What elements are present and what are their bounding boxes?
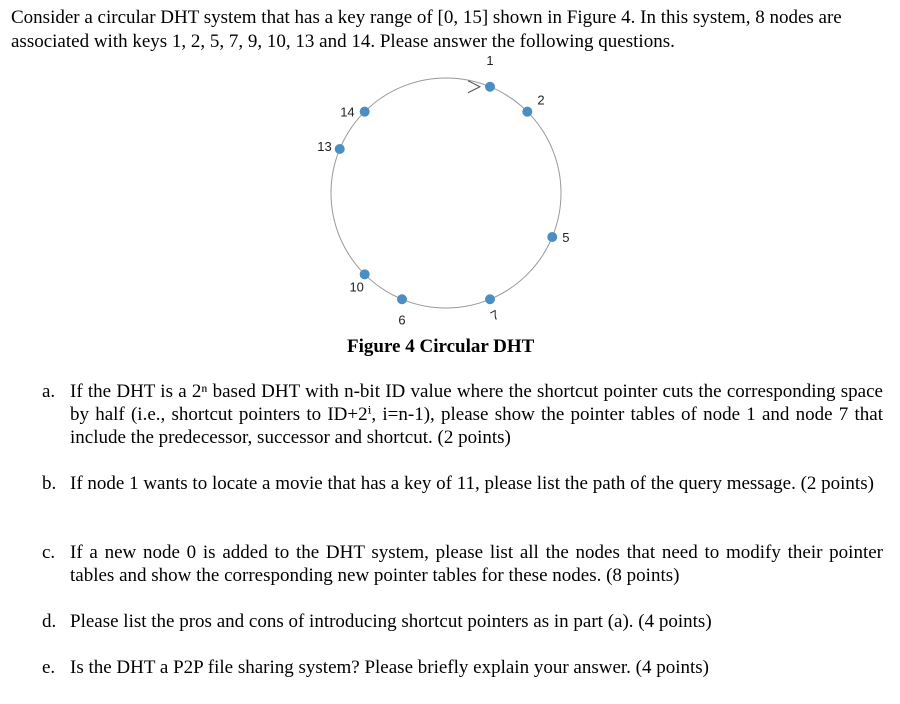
intro-paragraph: Consider a circular DHT system that has a key range of [0, 15] shown in Figure 4. In this system, 8 nodes are associated with keys 1, 2, 5, 7, 9, 10, 13 and 14. Please answer the following questions. <box>11 7 842 52</box>
question-text: Please list the pros and cons of introducing shortcut pointers as in part (a). (4 points) <box>70 611 712 632</box>
dht-node-2 <box>522 107 532 117</box>
dht-node-13 <box>335 144 345 154</box>
question-letter: d. <box>42 611 57 632</box>
dht-node-label-5: 5 <box>562 230 570 246</box>
question-text: If a new node 0 is added to the DHT system, please list all the nodes that need to modify their pointer tables and show the corresponding new pointer tables for these nodes. (8 points) <box>70 542 883 586</box>
question-letter: b. <box>42 473 57 494</box>
dht-node-label-9: 9 <box>398 312 406 328</box>
question-letter: a. <box>42 381 56 402</box>
dht-node-label-14: 14 <box>340 104 355 120</box>
dht-ring-diagram <box>300 50 600 340</box>
dht-node-5 <box>547 232 557 242</box>
dht-node-10 <box>360 269 370 279</box>
dht-node-label-13: 13 <box>317 138 332 154</box>
dht-node-1 <box>485 82 495 92</box>
circular-dht-figure <box>300 50 600 340</box>
question-text: Is the DHT a P2P file sharing system? Please briefly explain your answer. (4 points) <box>70 657 710 678</box>
dht-node-label-7: 7 <box>488 306 502 324</box>
dht-node-14 <box>360 107 370 117</box>
dht-node-7 <box>485 294 495 304</box>
dht-node-label-2: 2 <box>537 92 545 108</box>
dht-node-9 <box>397 294 407 304</box>
question-letter: e. <box>42 657 56 678</box>
question-text: If node 1 wants to locate a movie that has a key of 11, please list the path of the query message. (2 points) <box>70 473 874 494</box>
dht-node-label-10: 10 <box>349 279 364 295</box>
question-letter: c. <box>42 542 56 563</box>
dht-node-label-1: 1 <box>486 52 494 68</box>
figure-caption: Figure 4 Circular DHT <box>347 336 535 357</box>
question-text: If the DHT is a 2ⁿ based DHT with n-bit ID value where the shortcut pointer cuts the corresponding space by half (i.e., shortcut pointers to ID+2ⁱ, i=n-1), please show the pointer tables of node 1 and node 7 that include the predecessor, successor and shortcut. (2 points) <box>70 381 883 448</box>
